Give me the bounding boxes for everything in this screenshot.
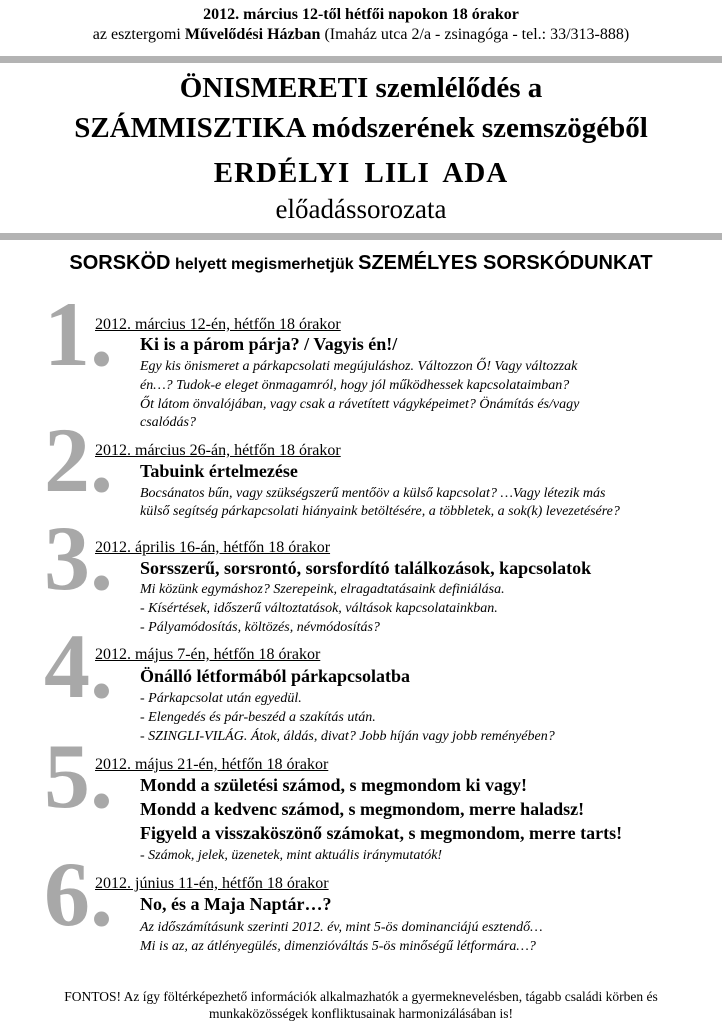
lecture-description-line: - Pályamódosítás, költözés, névmódosítás? xyxy=(140,620,380,635)
series-subtitle: előadássorozata xyxy=(275,194,447,224)
lecture-description-line: - Kísértések, időszerű változtatások, váltások kapcsolatainkban. xyxy=(140,601,498,616)
series-title-line2: SZÁMMISZTIKA módszerének szemszögéből xyxy=(74,112,648,144)
lecture-title: Ki is a párom párja? / Vagyis én!/ xyxy=(140,334,398,354)
venue-line xyxy=(0,26,722,44)
footer-note xyxy=(0,988,722,1022)
footer-line: munkaközösségek konfliktusainak harmonizálásában is! xyxy=(208,1006,514,1021)
lecture-description-line: - SZINGLI-VILÁG. Átok, áldás, divat? Jobb híján vagy jobb reményében? xyxy=(140,729,555,744)
lecture-title: Önálló létformából párkapcsolatba xyxy=(140,666,411,686)
lecture-description-line: - Elengedés és pár-beszéd a szakítás után. xyxy=(140,710,376,725)
title-divider xyxy=(0,233,722,240)
lecture-description-line: Őt látom önvalójában, vagy csak a rávetített vágyképeimet? Önámítás és/vagy xyxy=(140,397,580,412)
tagline-part2: helyett megismerhetjük xyxy=(170,256,359,273)
lecture-date: 2012. március 26-án, hétfőn 18 órakor xyxy=(95,442,341,459)
top-divider xyxy=(0,56,722,63)
venue-name: Művelődési Házban xyxy=(184,26,321,43)
lecture-title: No, és a Maja Naptár…? xyxy=(140,894,332,914)
lecture-description-line: külső segítség párkapcsolati hiányaink betöltésére, a többletek, a sok(k) levezetésére? xyxy=(140,504,620,519)
event-schedule-line: 2012. március 12-től hétfői napokon 18 órakor xyxy=(203,6,519,23)
lecture-description-line: Az időszámításunk szerinti 2012. év, mint 5-ös dominanciájú esztendő… xyxy=(140,920,543,935)
lecture-description-line: csalódás? xyxy=(140,415,196,430)
tagline-part3: SZEMÉLYES SORSKÓDUNKAT xyxy=(358,252,653,274)
lecture-number: 2. xyxy=(44,409,113,511)
lecture-description-line: Mi is az, az átlényegülés, dimenzióváltás 5-ös minőségű létformára…? xyxy=(140,939,536,954)
venue-address: (Imaház utca 2/a - zsinagóga - tel.: 33/313-888) xyxy=(320,26,630,43)
author-name: ERDÉLYI LILI ADA xyxy=(213,157,509,189)
tagline xyxy=(0,252,722,275)
lecture-description-line: Mi közünk egymáshoz? Szerepeink, elragadtatásaink definiálása. xyxy=(140,582,505,597)
lecture-date: 2012. május 21-én, hétfőn 18 órakor xyxy=(95,756,329,773)
lecture-date: 2012. június 11-én, hétfőn 18 órakor xyxy=(95,875,329,892)
lecture-title: Figyeld a visszaköszönő számokat, s megmondom, merre tarts! xyxy=(140,823,623,843)
lecture-description-line: - Párkapcsolat után egyedül. xyxy=(140,691,302,706)
tagline-part1: SORSKÖD xyxy=(69,252,171,274)
lecture-number: 3. xyxy=(44,507,113,609)
lecture-number: 1. xyxy=(44,283,113,385)
lecture-title: Sorsszerű, sorsrontó, sorsfordító találkozások, kapcsolatok xyxy=(140,558,592,578)
lecture-title: Mondd a születési számod, s megmondom ki vagy! xyxy=(140,775,528,795)
lecture-number: 4. xyxy=(44,615,113,717)
lecture-description-line: Egy kis önismeret a párkapcsolati megújuláshoz. Változzon Ő! Vagy változzak xyxy=(140,359,578,374)
lecture-title: Mondd a kedvenc számod, s megmondom, merre haladsz! xyxy=(140,799,585,819)
lecture-date: 2012. március 12-én, hétfőn 18 órakor xyxy=(95,316,341,333)
lecture-description-line: Bocsánatos bűn, vagy szükségszerű mentőöv a külső kapcsolat? …Vagy létezik más xyxy=(140,486,606,501)
lecture-number: 5. xyxy=(44,725,113,827)
lecture-date: 2012. április 16-án, hétfőn 18 órakor xyxy=(95,539,331,556)
footer-line: FONTOS! Az így föltérképezhető információk alkalmazhatók a gyermeknevelésben, tágabb családi körben és xyxy=(64,989,658,1004)
series-title-line1: ÖNISMERETI szemlélődés a xyxy=(179,72,543,104)
lecture-date: 2012. május 7-én, hétfőn 18 órakor xyxy=(95,646,321,663)
lecture-title: Tabuink értelmezése xyxy=(140,461,298,481)
venue-prefix: az esztergomi xyxy=(92,26,185,43)
lecture-description-line: én…? Tudok-e eleget önmagamról, hogy jól működhessek kapcsolataimban? xyxy=(140,378,570,393)
lecture-number: 6. xyxy=(44,843,113,945)
lecture-description-line: - Számok, jelek, üzenetek, mint aktuális iránymutatók! xyxy=(140,848,443,863)
